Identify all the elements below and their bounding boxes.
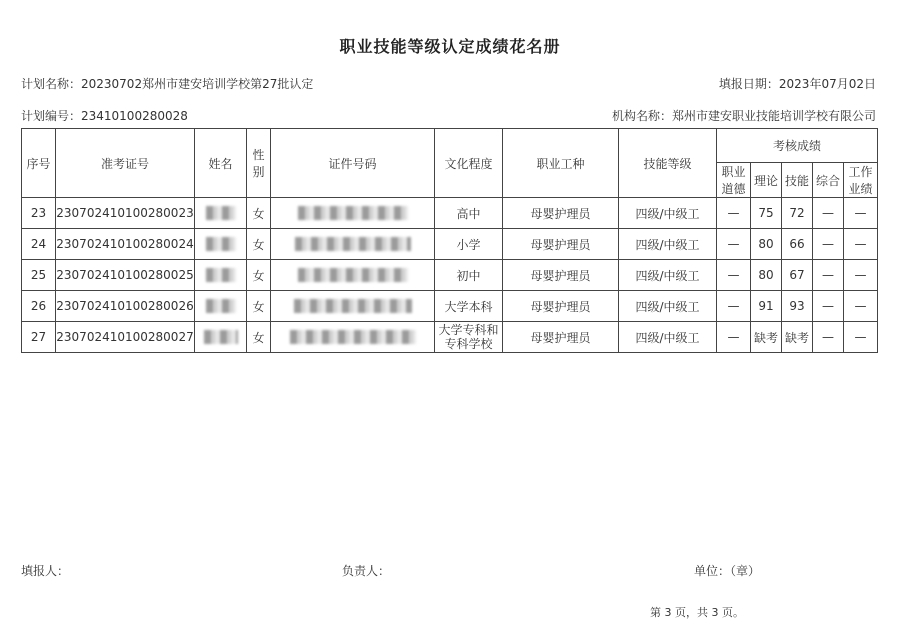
redaction-mark	[206, 299, 236, 313]
cell-comprehensive: —	[813, 291, 844, 322]
cell-name-redacted	[195, 198, 247, 229]
cell-education: 高中	[435, 198, 503, 229]
cell-ethics: —	[717, 322, 751, 353]
redaction-mark	[298, 268, 408, 282]
redaction-mark	[294, 299, 412, 313]
cell-occupation: 母婴护理员	[503, 260, 619, 291]
cell-education: 大学专科和专科学校	[435, 322, 503, 353]
header-skill: 技能	[782, 163, 813, 198]
cell-id-redacted	[271, 260, 435, 291]
redaction-mark	[295, 237, 411, 251]
cell-gender: 女	[247, 260, 271, 291]
fill-date: 填报日期：2023年07月02日	[718, 77, 876, 91]
table-row	[22, 322, 878, 353]
cell-name-redacted	[195, 260, 247, 291]
cell-seq: 23	[22, 198, 56, 229]
plan-number: 计划编号：23410100280028	[21, 109, 188, 123]
header-seq: 序号	[22, 129, 56, 198]
redaction-mark	[290, 330, 416, 344]
redaction-mark	[206, 237, 236, 251]
table-row	[22, 229, 878, 260]
cell-skill: 67	[782, 260, 813, 291]
header-gender: 性别	[247, 129, 271, 198]
cell-occupation: 母婴护理员	[503, 198, 619, 229]
cell-id-redacted	[271, 322, 435, 353]
cell-education: 初中	[435, 260, 503, 291]
cell-id-redacted	[271, 229, 435, 260]
header-education: 文化程度	[435, 129, 503, 198]
cell-comprehensive: —	[813, 198, 844, 229]
header-id-number: 证件号码	[271, 129, 435, 198]
cell-theory: 80	[751, 260, 782, 291]
cell-theory: 缺考	[751, 322, 782, 353]
table-row	[22, 260, 878, 291]
header-comprehensive: 综合	[813, 163, 844, 198]
header-occupation: 职业工种	[503, 129, 619, 198]
cell-exam-id: 230702410100280025	[56, 260, 195, 291]
cell-seq: 24	[22, 229, 56, 260]
cell-theory: 91	[751, 291, 782, 322]
cell-skill: 66	[782, 229, 813, 260]
header-name: 姓名	[195, 129, 247, 198]
cell-skill: 93	[782, 291, 813, 322]
cell-skill-level: 四级/中级工	[619, 198, 717, 229]
cell-name-redacted	[195, 229, 247, 260]
cell-occupation: 母婴护理员	[503, 322, 619, 353]
document-title: 职业技能等级认定成绩花名册	[339, 37, 561, 56]
cell-gender: 女	[247, 198, 271, 229]
cell-performance: —	[844, 322, 878, 353]
cell-comprehensive: —	[813, 229, 844, 260]
score-roster-table	[21, 128, 878, 353]
responsible-label: 负责人：	[342, 564, 391, 578]
cell-comprehensive: —	[813, 260, 844, 291]
unit-seal-label: 单位：（章）	[694, 564, 761, 578]
cell-id-redacted	[271, 291, 435, 322]
table-row	[22, 291, 878, 322]
cell-skill-level: 四级/中级工	[619, 291, 717, 322]
cell-skill-level: 四级/中级工	[619, 322, 717, 353]
cell-gender: 女	[247, 322, 271, 353]
cell-occupation: 母婴护理员	[503, 229, 619, 260]
cell-skill-level: 四级/中级工	[619, 229, 717, 260]
cell-occupation: 母婴护理员	[503, 291, 619, 322]
cell-performance: —	[844, 229, 878, 260]
cell-ethics: —	[717, 198, 751, 229]
cell-ethics: —	[717, 260, 751, 291]
cell-theory: 75	[751, 198, 782, 229]
redaction-mark	[206, 268, 236, 282]
redaction-mark	[206, 206, 236, 220]
cell-seq: 27	[22, 322, 56, 353]
filler-label: 填报人：	[21, 564, 70, 578]
header-scores-group: 考核成绩	[717, 129, 878, 163]
cell-exam-id: 230702410100280027	[56, 322, 195, 353]
cell-id-redacted	[271, 198, 435, 229]
redaction-mark	[204, 330, 238, 344]
cell-exam-id: 230702410100280026	[56, 291, 195, 322]
header-performance: 工作业绩	[844, 163, 878, 198]
cell-ethics: —	[717, 229, 751, 260]
cell-seq: 26	[22, 291, 56, 322]
cell-skill: 72	[782, 198, 813, 229]
cell-performance: —	[844, 260, 878, 291]
redaction-mark	[298, 206, 408, 220]
plan-name: 计划名称：20230702郑州市建安培训学校第27批认定	[21, 77, 314, 91]
cell-ethics: —	[717, 291, 751, 322]
cell-comprehensive: —	[813, 322, 844, 353]
cell-exam-id: 230702410100280024	[56, 229, 195, 260]
cell-theory: 80	[751, 229, 782, 260]
cell-skill: 缺考	[782, 322, 813, 353]
cell-gender: 女	[247, 291, 271, 322]
cell-education: 大学本科	[435, 291, 503, 322]
cell-name-redacted	[195, 322, 247, 353]
cell-gender: 女	[247, 229, 271, 260]
organization-name: 机构名称：郑州市建安职业技能培训学校有限公司	[611, 109, 876, 123]
cell-seq: 25	[22, 260, 56, 291]
table-row	[22, 198, 878, 229]
header-theory: 理论	[751, 163, 782, 198]
cell-performance: —	[844, 291, 878, 322]
cell-name-redacted	[195, 291, 247, 322]
cell-performance: —	[844, 198, 878, 229]
cell-education: 小学	[435, 229, 503, 260]
cell-exam-id: 230702410100280023	[56, 198, 195, 229]
header-ethics: 职业道德	[717, 163, 751, 198]
header-exam-id: 准考证号	[56, 129, 195, 198]
header-skill-level: 技能等级	[619, 129, 717, 198]
cell-skill-level: 四级/中级工	[619, 260, 717, 291]
page-info: 第 3 页，共 3 页。	[650, 606, 744, 619]
